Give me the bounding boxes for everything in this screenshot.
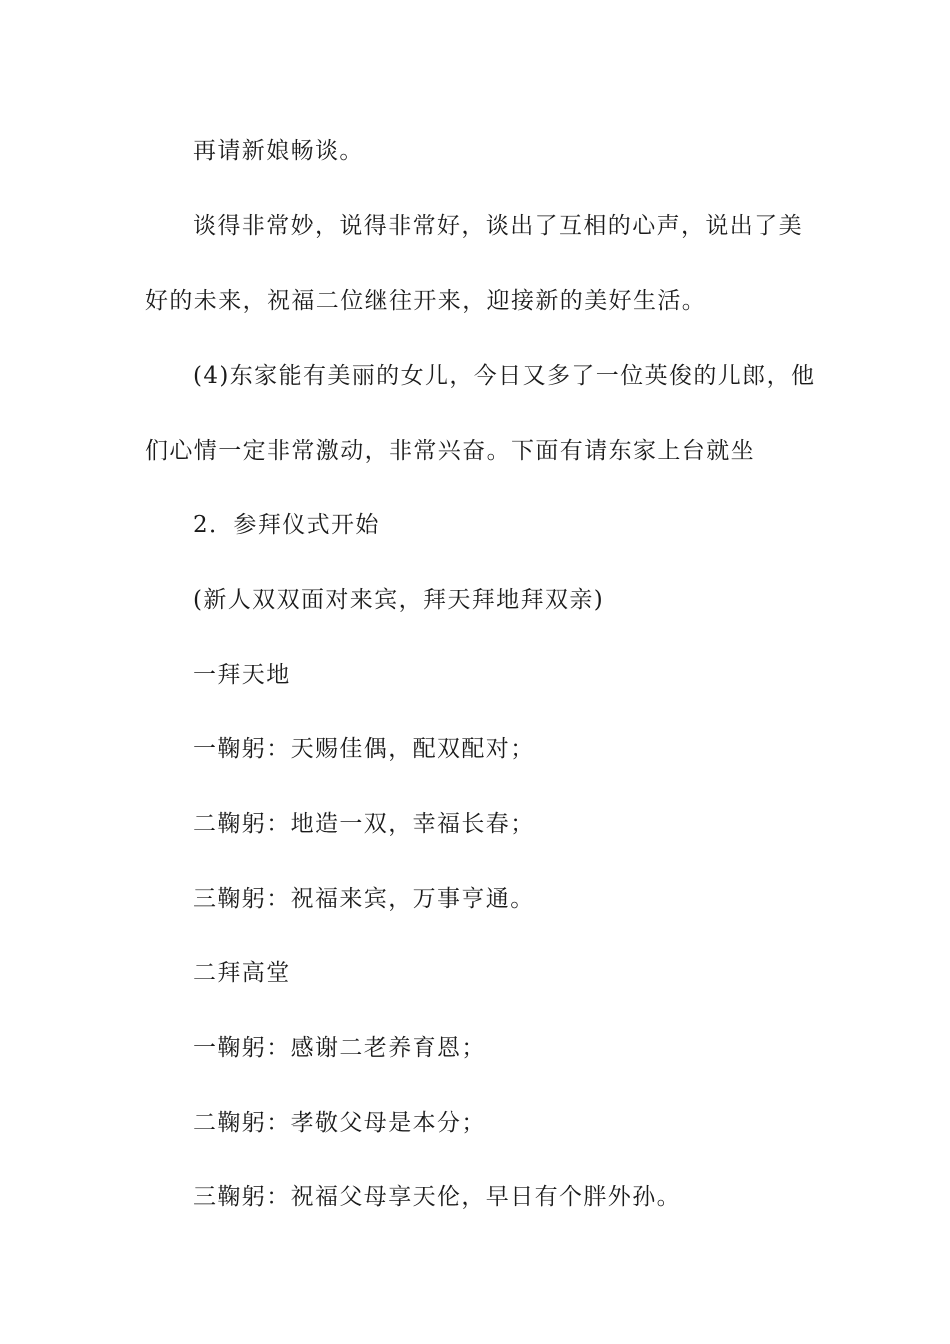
paragraph-line: (新人双双面对来宾，拜天拜地拜双亲) xyxy=(193,587,605,613)
paragraph-line: 二鞠躬：孝敬父母是本分； xyxy=(193,1110,486,1136)
paragraph-line: 谈得非常妙，说得非常好，谈出了互相的心声，说出了美 xyxy=(193,213,803,239)
paragraph-line: 三鞠躬：祝福来宾，万事亨通。 xyxy=(193,886,535,912)
paragraph-line: 再请新娘畅谈。 xyxy=(193,138,364,164)
paragraph-line: 一鞠躬：感谢二老养育恩； xyxy=(193,1035,486,1061)
paragraph-line: 二鞠躬：地造一双，幸福长春； xyxy=(193,811,535,837)
paragraph-line: 一鞠躬：天赐佳偶，配双配对； xyxy=(193,736,535,762)
paragraph-line: 三鞠躬：祝福父母享天伦，早日有个胖外孙。 xyxy=(193,1184,681,1210)
section-heading: 2．参拜仪式开始 xyxy=(193,512,380,538)
paragraph-line: 好的未来，祝福二位继往开来，迎接新的美好生活。 xyxy=(145,288,707,314)
paragraph-line: (4)东家能有美丽的女儿，今日又多了一位英俊的儿郎，他 xyxy=(193,363,816,389)
subheading: 二拜高堂 xyxy=(193,960,291,986)
subheading: 一拜天地 xyxy=(193,662,291,688)
paragraph-line: 们心情一定非常激动，非常兴奋。下面有请东家上台就坐 xyxy=(145,438,755,464)
